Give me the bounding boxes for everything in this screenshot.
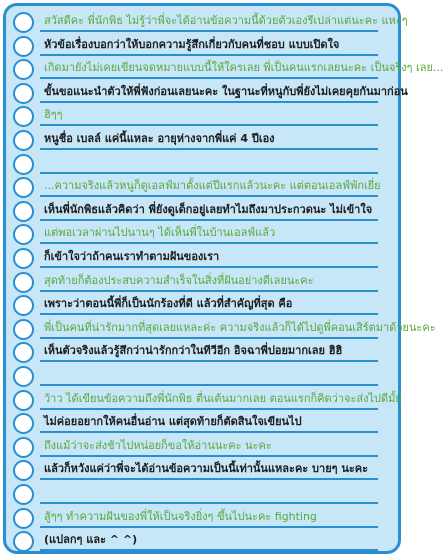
- letter-line: ก็เข้าใจว่าถ้าคนเราทำตามฝันของเรา: [44, 250, 220, 263]
- ruled-line: [40, 30, 378, 32]
- ruled-line: [40, 101, 378, 103]
- letter-line: เพราะว่าตอนนี้พี่ก็เป็นนักร้องที่ดี แล้วที่สำคัญที่สุด คือ: [44, 297, 293, 311]
- binder-hole: [13, 154, 34, 175]
- letter-line: เกิดมายังไม่เคยเขียนจดหมายแบบนี้ให้ใครเลย พี่เป็นคนแรกเลยนะคะ เป็นจริงๆ เลย...: [44, 61, 443, 75]
- letter-line: เห็นตัวจริงแล้วรู้สึกว่าน่ารักกว่าในทีวีอีก อิจฉาพี่ปอยมากเลย ฮิฮิ: [44, 344, 343, 358]
- ruled-line: [40, 455, 378, 457]
- letter-line: แล้วก็หวังแค่ว่าพี่จะได้อ่านข้อความเป็นนี้เท่านั้นแหละคะ บายๆ นะคะ: [44, 462, 369, 476]
- ruled-line: [40, 384, 378, 386]
- binder-hole: [13, 224, 34, 245]
- ruled-line: [40, 266, 378, 268]
- letter-line: หัวข้อเรื่องบอกว่าให้บอกความรู้สึกเกี่ยวกับคนที่ชอบ แบบเปิดใจ: [44, 37, 340, 51]
- letter-line: ฮิๆๆ: [44, 108, 63, 122]
- binder-hole: [13, 413, 34, 434]
- ruled-line: [40, 431, 378, 433]
- binder-hole: [13, 460, 34, 481]
- ruled-line: [40, 290, 378, 292]
- letter-line: พี่เป็นคนที่น่ารักมากที่สุดเลยแหละค่ะ ความจริงแล้วก็ได้ไปดูพี่คอนเสิร์ตมาด้วยนะคะ: [44, 320, 436, 334]
- ruled-line: [40, 124, 378, 126]
- binder-hole: [13, 36, 34, 57]
- binder-hole: [13, 531, 34, 552]
- binder-holes: [10, 6, 38, 551]
- letter-line: ขั้นขอแนะนำตัวให้พี่ฟังก่อนเลยนะคะ ในฐานะที่หนูกับพี่ยังไม่เคยคุยกันมาก่อน: [44, 84, 408, 98]
- letter-line: ไม่ค่อยอยากให้คนอื่นอ่าน แต่สุดท้ายก็ตัดสินใจเขียนไป: [44, 415, 302, 429]
- letter-line: ถึงแม้ว่าจะส่งช้าไปหน่อยก็ขอให้อ่านนะคะ นะคะ: [44, 438, 272, 452]
- binder-hole: [13, 366, 34, 387]
- binder-hole: [13, 437, 34, 458]
- binder-hole: [13, 59, 34, 80]
- binder-hole: [13, 83, 34, 104]
- binder-hole: [13, 201, 34, 222]
- binder-hole: [13, 248, 34, 269]
- binder-hole: [13, 130, 34, 151]
- notebook-page: [3, 3, 443, 554]
- letter-line: แต่พอเวลาผ่านไปนานๆ ได้เห็นพี่ในบ้านเอลฟ์แล้ว: [44, 226, 276, 240]
- letter-line: หนูชื่อ เบลล์ แค่นี้แหละ อายุห่างจากพี่แค่ 4 ปีเอง: [44, 132, 275, 145]
- ruled-line: [40, 242, 378, 244]
- ruled-line: [40, 408, 378, 410]
- ruled-line: [40, 360, 378, 362]
- letter-line: สุดท้ายก็ต้องประสบความสำเร็จในสิ่งที่ฝันอย่างดีเลยนะคะ: [44, 273, 314, 287]
- binder-hole: [13, 342, 34, 363]
- ruled-line: [40, 502, 378, 504]
- ruled-line: [40, 54, 378, 56]
- binder-hole: [13, 106, 34, 127]
- ruled-line: [40, 148, 378, 150]
- ruled-line: [40, 478, 378, 480]
- binder-hole: [13, 508, 34, 529]
- letter-line: สวัสดีคะ พี่นักพิธ ไม่รู้ว่าพี่จะได้อ่านข้อความนี้ด้วยตัวเองรึเปล่าแต่นะคะ แหะๆ: [44, 14, 408, 27]
- ruled-line: [40, 77, 378, 79]
- ruled-line: [40, 526, 378, 528]
- ruled-line: [40, 219, 378, 221]
- ruled-line: [40, 195, 378, 197]
- binder-hole: [13, 177, 34, 198]
- ruled-line: [40, 172, 378, 174]
- binder-hole: [13, 272, 34, 293]
- binder-hole: [13, 319, 34, 340]
- letter-line: เห็นพี่นักพิธแล้วคิดว่า พี่ยังดูเด็กอยู่เลยทำไมถึงมาประกวดนะ ไม่เข้าใจ: [44, 202, 373, 216]
- binder-hole: [13, 12, 34, 33]
- letter-line: สู้ๆๆ ทำความฝันของพี่ให้เป็นจริงยิ่งๆ ขึ้นไปนะคะ fighting: [44, 509, 317, 523]
- binder-hole: [13, 390, 34, 411]
- ruled-line: [40, 337, 378, 339]
- binder-hole: [13, 484, 34, 505]
- letter-line: (แปลกๆ และ ^ ^): [44, 533, 138, 547]
- ruled-line: [40, 549, 378, 551]
- ruled-line: [40, 313, 378, 315]
- letter-line: ว้าว ได้เขียนข้อความถึงพี่นักพิธ ตื่นเต้นมากเลย ตอนแรกก็คิดว่าจะส่งไปดีมั้ย: [44, 391, 402, 405]
- binder-hole: [13, 295, 34, 316]
- letter-line: ...ความจริงแล้วหนูก็ดูเอลฟ์มาตั้งแต่ปีแรกแล้วนะคะ แต่ตอนเอลฟ์พักเยี่ย: [44, 179, 381, 193]
